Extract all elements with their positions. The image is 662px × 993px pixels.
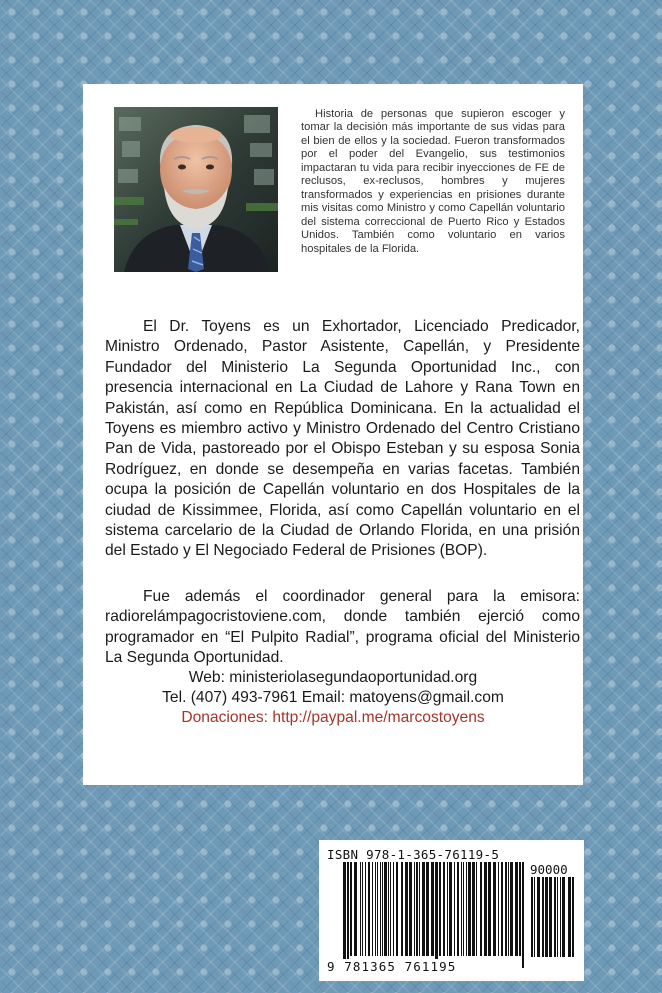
website-line: Web: ministeriolasegundaoportunidad.org (188, 669, 478, 686)
intro-text: Historia de personas que supieron escoger y tomar la decisión más importante de sus vidas para el bien de ellos y la sociedad. Fueron transformados por el poder del Evangelio, sus testimonios impactaran tu vida para recibir inyecciones de FE de reclusos, ex-reclusos, hombres y mujeres transformados y experiencias en prisiones durante mis visitas como Ministro y como Capellán voluntario del sistema correccional de Puerto Rico y Estados Unidos. También como voluntario en varios hospitales de la Florida. (301, 108, 565, 255)
addon-barcode-bars-icon (531, 877, 577, 969)
barcode-bars-icon (343, 862, 527, 968)
back-cover-panel (83, 84, 583, 785)
price-code: 90000 (530, 862, 568, 877)
donations-link[interactable]: Donaciones: http://paypal.me/marcostoyens (181, 709, 485, 726)
isbn-barcode (319, 840, 584, 981)
bio-paragraph-2: Fue además el coordinador general para la emisora: radiorelámpagocristoviene.com, donde también ejerció como programador en “El Pulpito Radial”, programa oficial del Ministerio La Segunda Oportunidad. (105, 588, 580, 667)
bio-paragraph-1: El Dr. Toyens es un Exhortador, Licenciado Predicador, Ministro Ordenado, Pastor Asistente, Capellán, y Presidente Fundador del Ministerio La Segunda Oportunidad Inc., con presencia internacional en La Ciudad de Lahore y Rana Town en Pakistán, así como en República Dominicana. En la actualidad el Toyens es miembro activo y Ministro Ordenado del Centro Cristiano Pan de Vida, pastoreado por el Obispo Esteban y su esposa Sonia Rodríguez, en donde se desempeña en varias facetas. También ocupa la posición de Capellán voluntario en dos Hospitales de la ciudad de Kissimmee, Florida, así como Capellán voluntario en el sistema carcelario de la Ciudad de Orlando Florida, en una prisión del Estado y El Negociado Federal de Prisiones (BOP). (105, 318, 580, 560)
author-portrait-icon (114, 107, 278, 272)
barcode-digits: 9 781365 761195 (327, 959, 457, 974)
isbn-label: ISBN 978-1-365-76119-5 (327, 847, 500, 862)
phone-email-line: Tel. (407) 493-7961 Email: matoyens@gmail.com (162, 689, 504, 706)
author-photo (114, 107, 278, 272)
